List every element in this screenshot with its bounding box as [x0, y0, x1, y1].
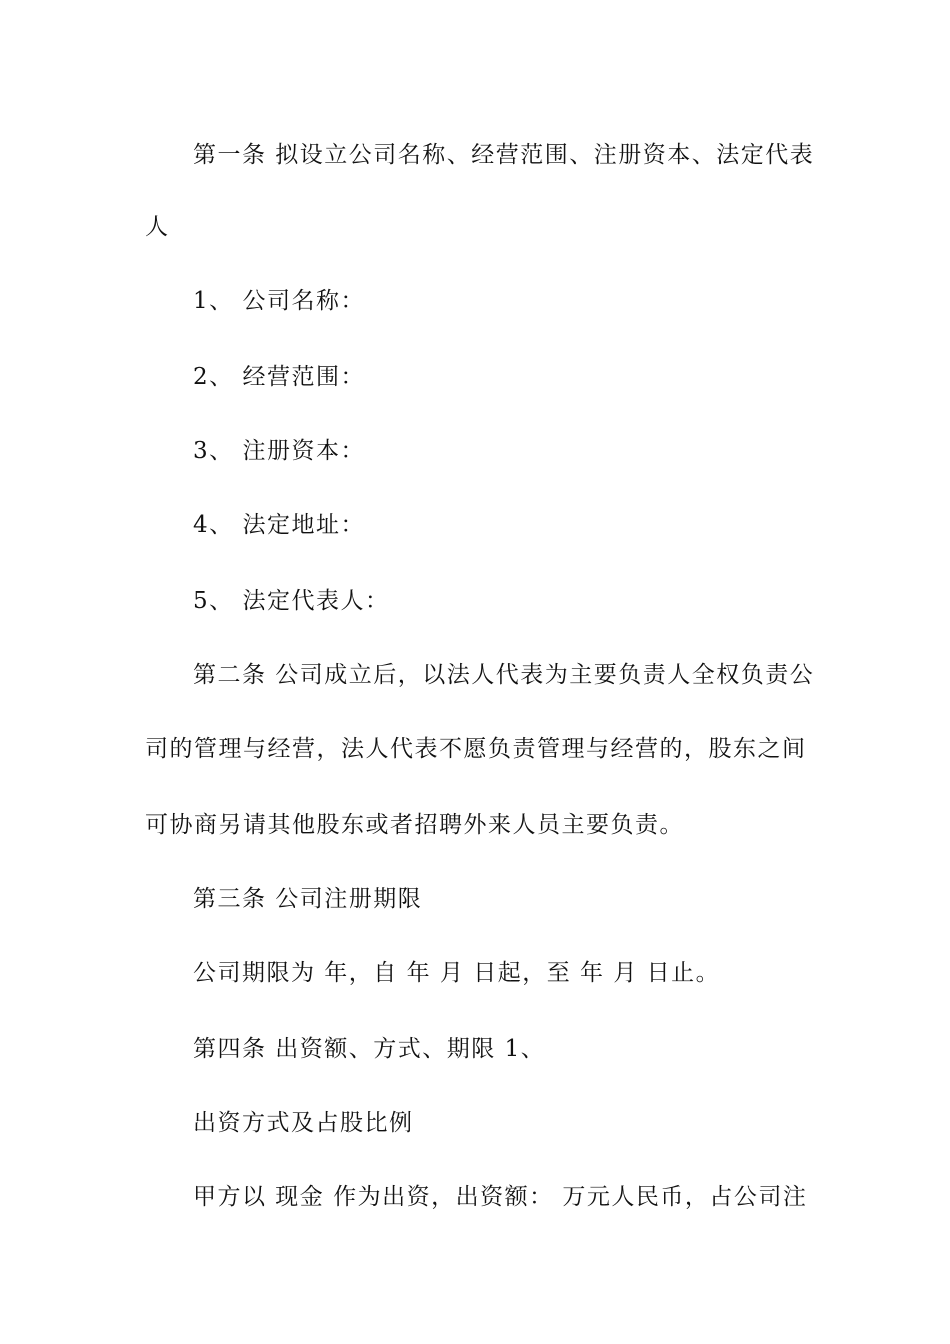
- article-3-heading: 第三条 公司注册期限: [193, 886, 423, 912]
- item-legal-address: 4、 法定地址：: [193, 512, 365, 538]
- item-company-name: 1、 公司名称：: [193, 288, 365, 314]
- article-3-text: 公司期限为 年，自 年 月 日起，至 年 月 日止。: [193, 960, 721, 986]
- party-a-contribution: 甲方以 现金 作为出资，出资额： 万元人民币，占公司注: [193, 1184, 808, 1210]
- article-2-text: 第二条 公司成立后，以法人代表为主要负责人全权负责公: [193, 662, 815, 688]
- article-4-heading: 第四条 出资额、方式、期限 1、: [193, 1036, 546, 1062]
- item-legal-representative: 5、 法定代表人：: [193, 588, 390, 614]
- article-2-text-cont-1: 司的管理与经营，法人代表不愿负责管理与经营的，股东之间: [145, 736, 807, 762]
- item-business-scope: 2、 经营范围：: [193, 364, 365, 390]
- item-registered-capital: 3、 注册资本：: [193, 438, 365, 464]
- article-2-text-cont-2: 可协商另请其他股东或者招聘外来人员主要负责。: [145, 812, 684, 838]
- article-1-heading-cont: 人: [145, 214, 170, 240]
- contribution-method-heading: 出资方式及占股比例: [193, 1110, 414, 1136]
- article-1-heading: 第一条 拟设立公司名称、经营范围、注册资本、法定代表: [193, 142, 815, 168]
